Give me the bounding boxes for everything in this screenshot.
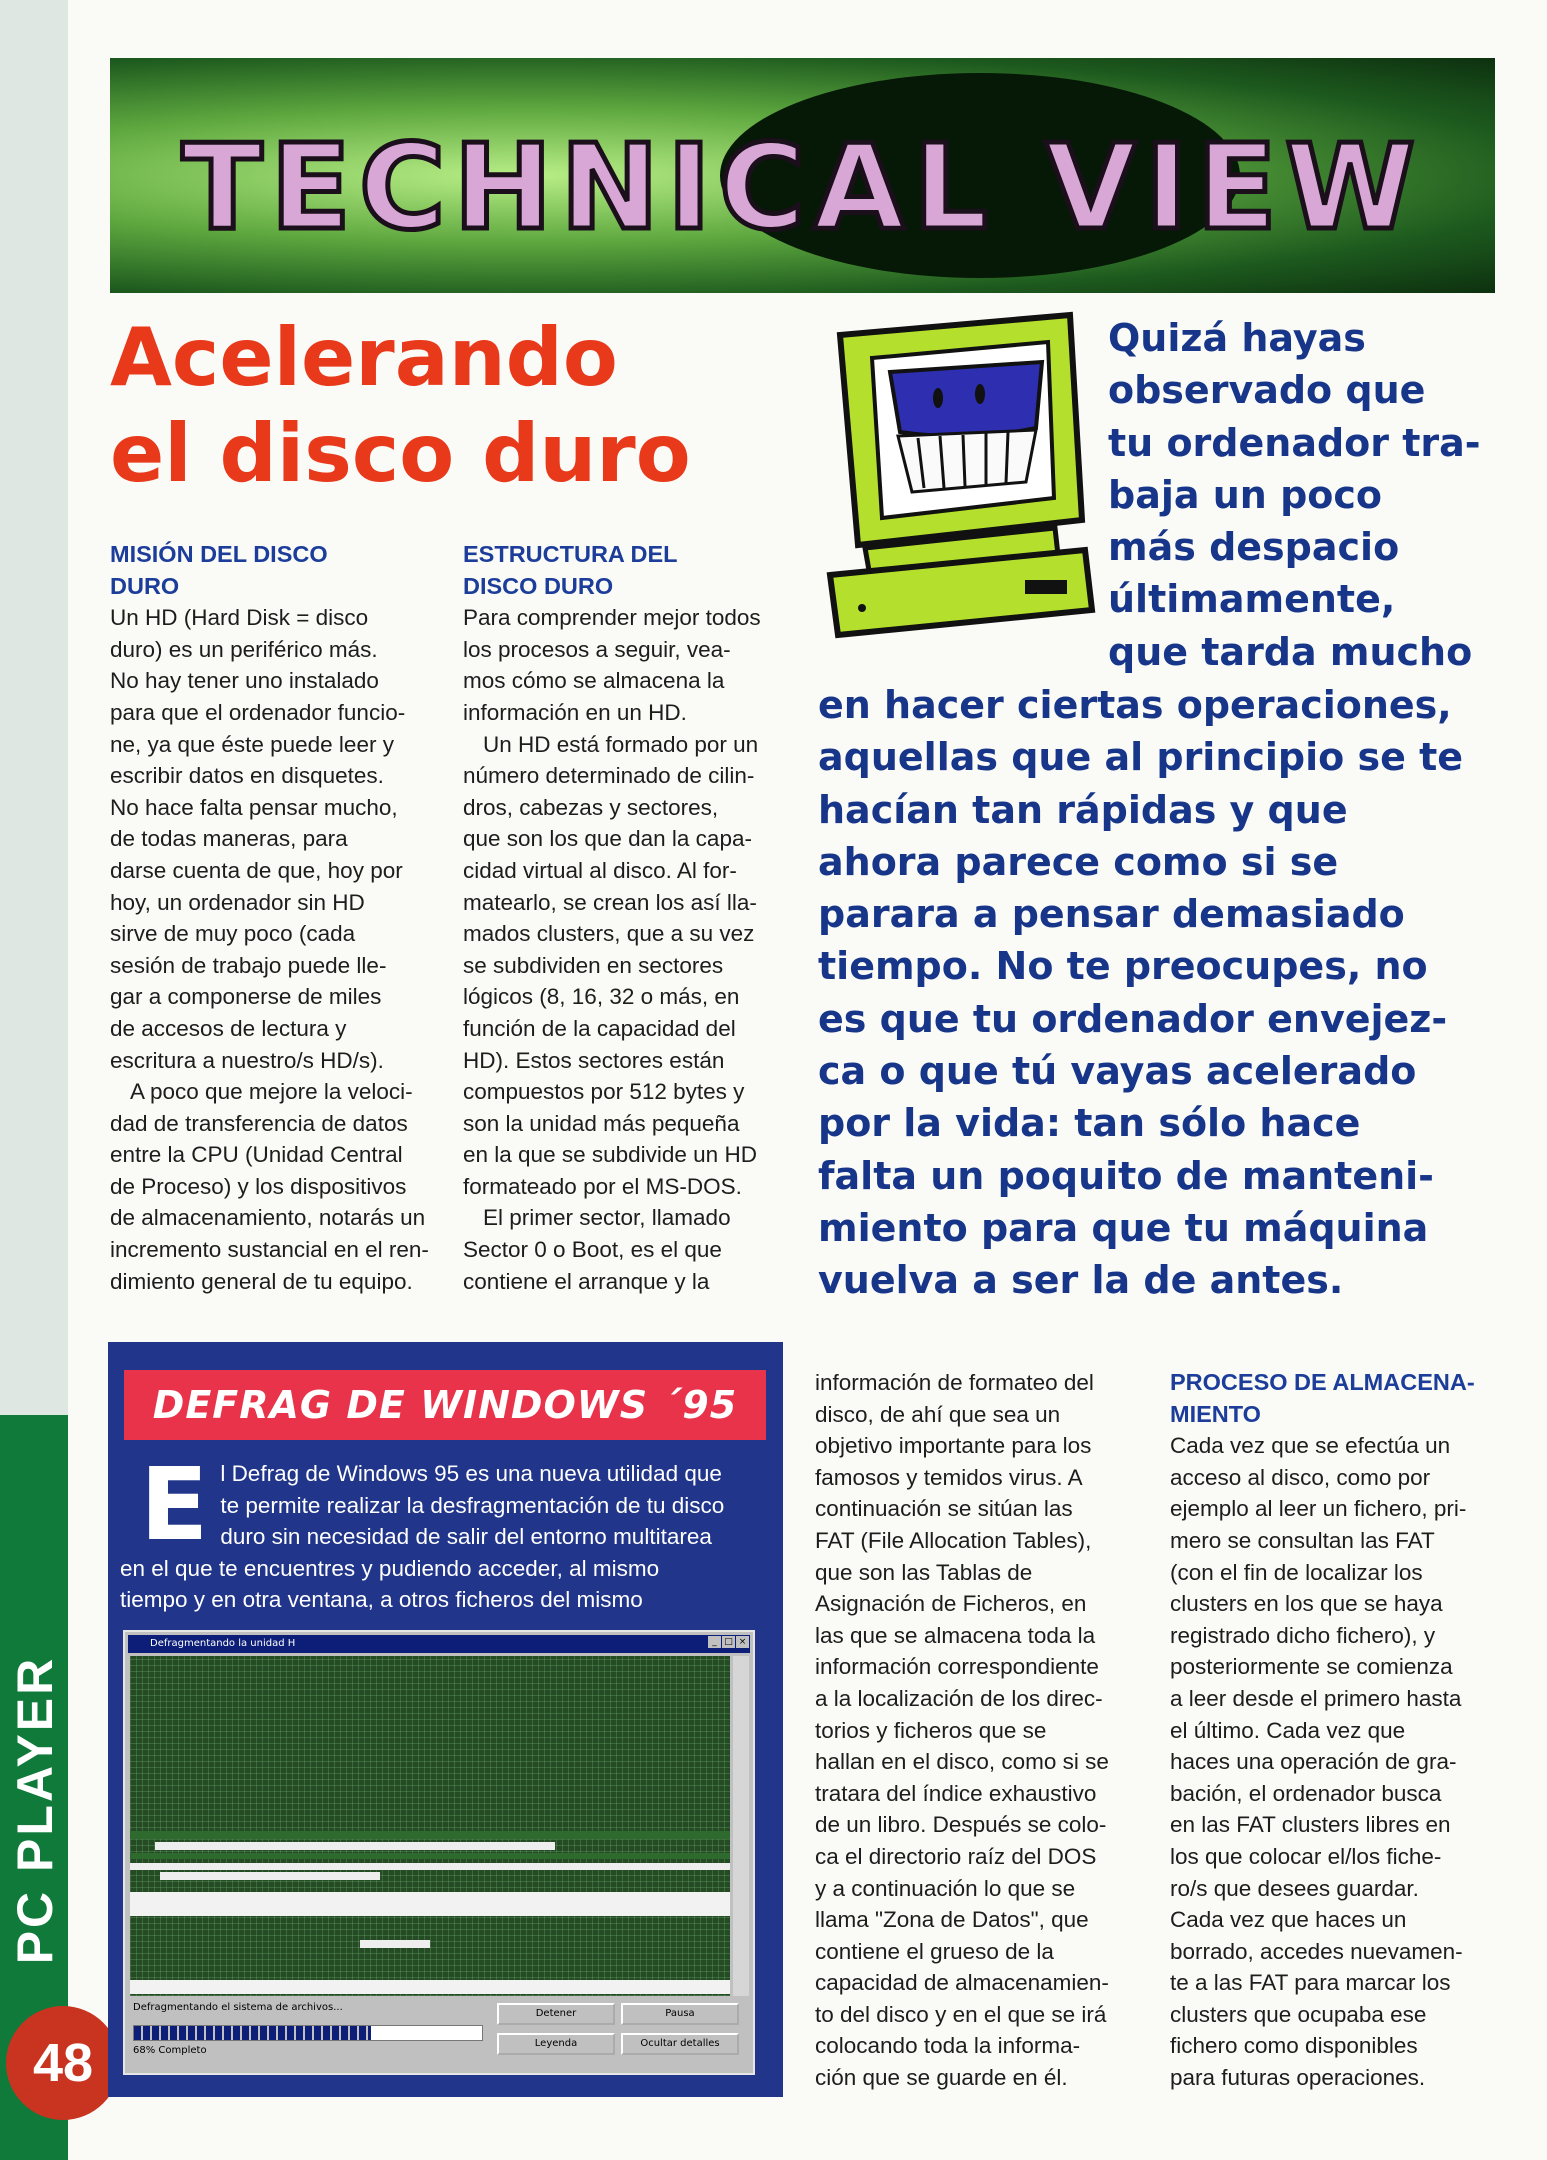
heading-line: ESTRUCTURA DEL xyxy=(463,541,678,567)
headline-line: el disco duro xyxy=(110,407,691,500)
box-text-line: l Defrag de Windows 95 es una nueva utilidad que xyxy=(220,1461,722,1486)
heading-line: DURO xyxy=(110,572,180,599)
heading-line: MIENTO xyxy=(1170,1400,1261,1427)
text-line: a la localización de los direc- xyxy=(815,1685,1103,1711)
text-line: los procesos a seguir, vea- xyxy=(463,636,731,662)
text-line: ejemplo al leer un fichero, pri- xyxy=(1170,1496,1467,1522)
defrag-sidebar-box xyxy=(108,1342,783,2097)
box-title: DEFRAG DE WINDOWS ´95 xyxy=(124,1370,766,1440)
intro-line: tu ordenador tra- xyxy=(1108,420,1481,465)
close-icon: × xyxy=(736,1636,749,1648)
box-text xyxy=(120,1446,768,1616)
stop-button: Detener xyxy=(497,2003,615,2025)
defrag-progress-fill xyxy=(134,2026,371,2040)
intro-line: en hacer ciertas operaciones, xyxy=(818,683,1452,727)
text-line: ro/s que desees guardar. xyxy=(1170,1875,1419,1901)
text-line: los que colocar el/los fiche- xyxy=(1170,1843,1442,1869)
legend-button: Leyenda xyxy=(497,2033,615,2055)
text-line: ca el directorio raíz del DOS xyxy=(815,1843,1097,1869)
defrag-percent-label: 68% Completo xyxy=(133,2045,207,2056)
text-line: número determinado de cilin- xyxy=(463,763,755,789)
text-line: No hay tener uno instalado xyxy=(110,668,379,694)
text-line: A poco que mejore la veloci- xyxy=(130,1079,413,1105)
heading-line: MISIÓN DEL DISCO xyxy=(110,541,328,567)
text-line: dros, cabezas y sectores, xyxy=(463,794,719,820)
text-line: contiene el arranque y la xyxy=(463,1268,710,1294)
defrag-progress-bar xyxy=(133,2025,483,2041)
section-heading xyxy=(463,539,798,602)
section-heading xyxy=(110,539,440,602)
intro-line: observado que xyxy=(1108,368,1426,413)
text-line: de accesos de lectura y xyxy=(110,1015,347,1041)
text-line: información en un HD. xyxy=(463,699,687,725)
text-line: Un HD (Hard Disk = disco xyxy=(110,605,369,631)
text-line: de todas maneras, para xyxy=(110,826,348,852)
text-line: torios y ficheros que se xyxy=(815,1717,1047,1743)
box-text-line: duro sin necesidad de salir del entorno multitarea xyxy=(220,1524,712,1549)
text-line: para que el ordenador funcio- xyxy=(110,699,406,725)
text-line: disco, de ahí que sea un xyxy=(815,1401,1061,1427)
window-title: Defragmentando la unidad H xyxy=(128,1635,750,1653)
text-line: información correspondiente xyxy=(815,1654,1099,1680)
text-line: dimiento general de tu equipo. xyxy=(110,1268,413,1294)
text-line: Para comprender mejor todos xyxy=(463,605,761,631)
text-line: escribir datos en disquetes. xyxy=(110,763,384,789)
intro-line: hacían tan rápidas y que xyxy=(818,787,1348,832)
text-line: función de la capacidad del xyxy=(463,1015,736,1041)
text-line: matearlo, se crean los así lla- xyxy=(463,889,757,915)
text-line: fichero como disponibles xyxy=(1170,2033,1418,2059)
text-line: entre la CPU (Unidad Central xyxy=(110,1142,403,1168)
intro-line: es que tu ordenador envejez- xyxy=(818,996,1448,1041)
text-line: de almacenamiento, notarás un xyxy=(110,1205,426,1231)
minimize-icon: _ xyxy=(708,1636,721,1648)
intro-line: baja un poco xyxy=(1108,472,1383,517)
text-line: de Proceso) y los dispositivos xyxy=(110,1173,407,1199)
text-line: y a continuación lo que se xyxy=(815,1875,1076,1901)
box-text-line: en el que te encuentres y pudiendo acceder, al mismo xyxy=(120,1555,660,1581)
text-line: HD). Estos sectores están xyxy=(463,1047,725,1073)
text-line: ción que se guarde en él. xyxy=(815,2065,1068,2091)
intro-line: tiempo. No te preocupes, no xyxy=(818,944,1428,989)
text-line: que son los que dan la capa- xyxy=(463,826,752,852)
box-text-line: te permite realizar la desfragmentación de tu disco xyxy=(220,1492,725,1518)
window-scrollbar xyxy=(733,1656,749,1996)
text-line: (con el fin de localizar los xyxy=(1170,1559,1423,1585)
text-line: borrado, accedes nuevamen- xyxy=(1170,1938,1463,1964)
text-line: Cada vez que se efectúa un xyxy=(1170,1433,1451,1459)
intro-line: falta un poquito de manteni- xyxy=(818,1153,1434,1198)
text-line: de un libro. Después se colo- xyxy=(815,1812,1107,1838)
text-line: Un HD está formado por un xyxy=(483,731,759,757)
text-line: se subdividen en sectores xyxy=(463,952,724,978)
text-line: continuación se sitúan las xyxy=(815,1496,1073,1522)
headline-line: Acelerando xyxy=(110,311,618,404)
intro-line: últimamente, xyxy=(1108,577,1396,622)
column-estructura xyxy=(463,539,798,1297)
text-line: No hace falta pensar mucho, xyxy=(110,794,398,820)
text-line: clusters en los que se haya xyxy=(1170,1591,1443,1617)
intro-line: vuelva a ser la de antes. xyxy=(818,1258,1344,1303)
text-line: hallan en el disco, como si se xyxy=(815,1749,1109,1775)
text-line: famosos y temidos virus. A xyxy=(815,1464,1083,1490)
text-line: formateado por el MS-DOS. xyxy=(463,1173,742,1199)
text-line: registrado dicho fichero), y xyxy=(1170,1622,1436,1648)
text-line: compuestos por 512 bytes y xyxy=(463,1079,745,1105)
text-line: to del disco y en el que se irá xyxy=(815,2001,1107,2027)
text-line: en las FAT clusters libres en xyxy=(1170,1812,1451,1838)
heading-line: DISCO DURO xyxy=(463,572,614,599)
intro-line: que tarda mucho xyxy=(1108,629,1473,674)
text-line: las que se almacena toda la xyxy=(815,1622,1096,1648)
text-line: sirve de muy poco (cada xyxy=(110,921,356,947)
text-line: cidad virtual al disco. Al for- xyxy=(463,857,737,883)
text-line: contiene el grueso de la xyxy=(815,1938,1054,1964)
text-line: capacidad de almacenamien- xyxy=(815,1970,1109,1996)
headline xyxy=(110,310,750,502)
column-proceso xyxy=(1170,1367,1500,2094)
text-line: escritura a nuestro/s HD/s). xyxy=(110,1047,384,1073)
heading-line: PROCESO DE ALMACENA- xyxy=(1170,1369,1475,1395)
magazine-name: PC PLAYER xyxy=(7,1655,63,1965)
text-line: sesión de trabajo puede lle- xyxy=(110,952,387,978)
banner-title: TECHNICAL VIEW xyxy=(181,118,1424,256)
hide-details-button: Ocultar detalles xyxy=(621,2033,739,2055)
text-line: a leer desde el primero hasta xyxy=(1170,1685,1462,1711)
text-line: son la unidad más pequeña xyxy=(463,1110,740,1136)
text-line: que son las Tablas de xyxy=(815,1559,1033,1585)
text-line: objetivo importante para los xyxy=(815,1433,1092,1459)
intro-block-top xyxy=(1108,312,1508,678)
drop-cap: E xyxy=(140,1446,209,1563)
text-line: Asignación de Ficheros, en xyxy=(815,1591,1087,1617)
text-line: colocando toda la informa- xyxy=(815,2033,1081,2059)
text-line: te a las FAT para marcar los xyxy=(1170,1970,1451,1996)
page-number: 48 xyxy=(6,2006,120,2120)
text-line: lógicos (8, 16, 32 o más, en xyxy=(463,984,740,1010)
text-line: posteriormente se comienza xyxy=(1170,1654,1453,1680)
pause-button: Pausa xyxy=(621,2003,739,2025)
text-line: incremento sustancial en el ren- xyxy=(110,1237,429,1263)
text-line: tratara del índice exhaustivo xyxy=(815,1780,1097,1806)
text-line: gar a componerse de miles xyxy=(110,984,382,1010)
defrag-window-screenshot xyxy=(123,1630,755,2075)
intro-line: ca o que tú vayas acelerado xyxy=(818,1049,1417,1094)
text-line: ne, ya que éste puede leer y xyxy=(110,731,394,757)
text-line: Sector 0 o Boot, es el que xyxy=(463,1237,722,1263)
text-line: dad de transferencia de datos xyxy=(110,1110,408,1136)
section-banner xyxy=(110,58,1495,293)
text-line: el último. Cada vez que xyxy=(1170,1717,1406,1743)
text-line: Cada vez que haces un xyxy=(1170,1907,1407,1933)
section-heading xyxy=(1170,1367,1500,1430)
intro-line: por la vida: tan sólo hace xyxy=(818,1101,1361,1146)
text-line: en la que se subdivide un HD xyxy=(463,1142,757,1168)
monitor-illustration xyxy=(820,310,1100,640)
intro-line: miento para que tu máquina xyxy=(818,1205,1429,1250)
text-line: para futuras operaciones. xyxy=(1170,2065,1426,2091)
text-line: FAT (File Allocation Tables), xyxy=(815,1527,1092,1553)
text-line: mos cómo se almacena la xyxy=(463,668,725,694)
text-line: información de formateo del xyxy=(815,1370,1094,1395)
text-line: darse cuenta de que, hoy por xyxy=(110,857,403,883)
intro-line: aquellas que al principio se te xyxy=(818,735,1464,780)
defrag-status-text: Defragmentando el sistema de archivos... xyxy=(133,2002,343,2013)
intro-line: más despacio xyxy=(1108,525,1400,570)
intro-block-bottom xyxy=(818,679,1518,1307)
box-text-line: tiempo y en otra ventana, a otros ficheros del mismo xyxy=(120,1587,643,1612)
text-line: clusters que ocupaba ese xyxy=(1170,2001,1427,2027)
maximize-icon: □ xyxy=(722,1636,735,1648)
column-continuation xyxy=(815,1367,1150,2094)
cluster-map-marks xyxy=(130,1656,730,1996)
text-line: acceso al disco, como por xyxy=(1170,1464,1431,1490)
text-line: hoy, un ordenador sin HD xyxy=(110,889,365,915)
disk-cluster-map xyxy=(130,1656,730,1996)
window-controls xyxy=(707,1636,749,1648)
text-line: bación, el ordenador busca xyxy=(1170,1780,1442,1806)
text-line: llama "Zona de Datos", que xyxy=(815,1907,1089,1933)
text-line: mados clusters, que a su vez xyxy=(463,921,755,947)
column-mision xyxy=(110,539,440,1297)
text-line: El primer sector, llamado xyxy=(483,1205,731,1231)
intro-line: ahora parece como si se xyxy=(818,839,1339,884)
text-line: duro) es un periférico más. xyxy=(110,636,378,662)
text-line: haces una operación de gra- xyxy=(1170,1749,1457,1775)
text-line: mero se consultan las FAT xyxy=(1170,1527,1435,1553)
intro-line: parara a pensar demasiado xyxy=(818,892,1405,937)
intro-line: Quizá hayas xyxy=(1108,316,1366,360)
